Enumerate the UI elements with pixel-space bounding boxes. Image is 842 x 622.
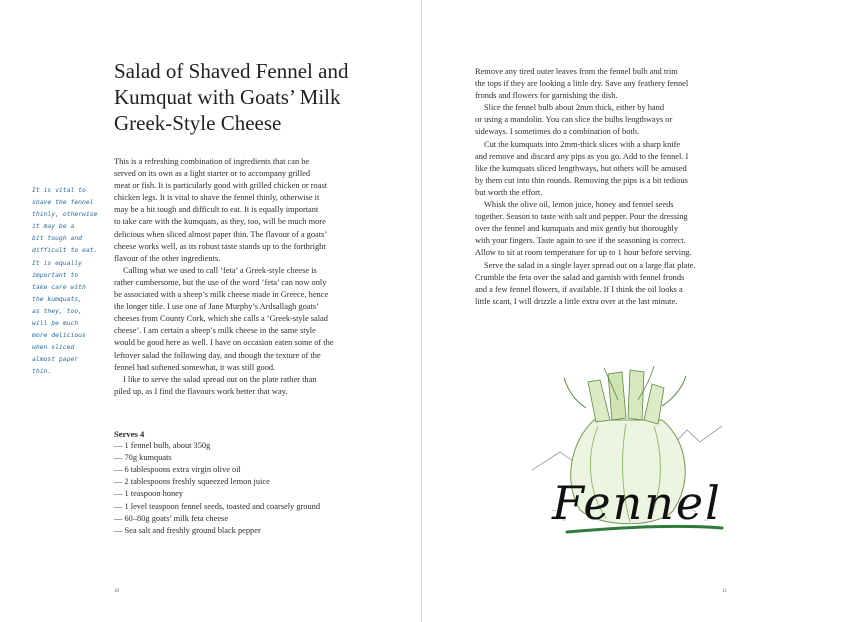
note-line: difficult to eat. [32,246,98,255]
method-step [475,139,747,199]
ingredient-item: — 60–80g goats’ milk feta cheese [114,513,229,523]
ingredient-item: — 1 fennel bulb, about 350g [114,441,211,451]
text-line: may be a bit tough and difficult to eat. It is equally important [114,205,319,215]
right-page [422,0,842,622]
recipe-method [475,66,747,308]
text-line: would be good here as well. I have on occasion eaten some of the [114,338,334,348]
recipe-title [114,58,384,136]
note-line: bit tough and [32,234,83,243]
serves-heading: Serves 4 [114,429,145,439]
ingredient-item: — 6 tablespoons extra virgin olive oil [114,465,241,475]
ingredient-list [114,440,366,537]
title-line: Salad of Shaved Fennel and [114,59,349,83]
note-line: almost paper [32,355,79,364]
method-step [475,66,747,102]
text-line: fronds and flowers for garnishing the dish. [475,91,618,101]
ingredient-item: — 70g kumquats [114,453,172,463]
text-line: cheese works well, as its robust taste stands up to the forthright [114,241,326,251]
note-line: It is equally [32,258,83,267]
note-line: thinly, otherwise [32,210,98,219]
serving-paragraph [114,374,366,398]
text-line: or using a mandolin. You can slice the bulbs lengthways or [475,115,673,125]
text-line: cheese’. I am certain a sheep’s milk cheese in the same style [114,326,316,336]
note-line: thin. [32,367,52,376]
ingredient-item: — 1 teaspoon honey [114,489,184,499]
page-number-left: 10 [114,589,119,594]
text-line: over the fennel and kumquats and mix gently but thoroughly [475,224,679,234]
text-line: Whisk the olive oil, lemon juice, honey and fennel seeds [484,200,674,210]
note-line: when sliced [32,343,75,352]
text-line: meat or fish. It is particularly good with grilled chicken or roast [114,181,328,191]
note-line: as they, too, [32,306,83,315]
title-line: Greek-Style Cheese [114,111,282,135]
text-line: like the kumquats sliced lengthways, but others will be amused [475,163,687,173]
method-step [475,102,747,138]
text-line: leftover salad the following day, and though the texture of the [114,350,321,360]
text-line: piled up, as I find the flavours work better that way. [114,386,288,396]
recipe-introduction [114,156,366,398]
text-line: Cut the kumquats into 2mm-thick slices with a sharp knife [484,139,681,149]
note-line: It is vital to [32,186,86,194]
note-line: the kumquats, [32,294,83,303]
marginal-handwritten-note [32,184,104,378]
text-line: Slice the fennel bulb about 2mm thick, either by hand [484,103,665,113]
text-line: be associated with a sheep’s milk cheese made in Greece, hence [114,290,329,300]
text-line: but worth the effort. [475,187,543,197]
method-step [475,260,747,308]
text-line: Serve the salad in a single layer spread out on a large flat plate. [484,260,696,270]
text-line: chicken legs. It is vital to shave the fennel thinly, otherwise it [114,193,320,203]
ingredients-section [114,428,366,537]
text-line: to take care with the kumquats, as they, too, will be much more [114,217,326,227]
feta-paragraph [114,265,366,374]
text-line: by them cut into thin rounds. Removing the pips is a bit tedious [475,175,688,185]
ingredient-item: — Sea salt and freshly ground black pepper [114,525,261,535]
text-line: flavour of the other ingredients. [114,253,221,263]
method-step [475,199,747,259]
title-line: Kumquat with Goats’ Milk [114,85,341,109]
note-line: will be much [32,319,79,328]
text-line: little scant, I will drizzle a little extra over at the last minute. [475,296,678,306]
text-line: served on its own as a light starter or to accompany grilled [114,169,311,179]
text-line: Remove any tired outer leaves from the fennel bulb and trim [475,67,678,76]
text-line: sideways. I sometimes do a combination of both. [475,127,639,137]
text-line: delicious when sliced almost paper thin. The flavour of a goats’ [114,229,328,239]
text-line: with your fingers. Taste again to see if the seasoning is correct. [475,236,686,246]
text-line: I like to serve the salad spread out on the plate rather than [123,374,317,384]
text-line: and remove and discard any pips as you go. Add to the fennel. I [475,151,689,161]
text-line: Calling what we used to call ‘feta’ a Greek-style cheese is [123,265,317,275]
text-line: fennel had softened somewhat, it was still good. [114,362,276,372]
text-line: and a few fennel flowers, if available. If I think the oil looks a [475,284,683,294]
text-line: cheeses from County Cork, which she calls a ‘Greek-style salad [114,314,328,324]
text-line: Crumble the feta over the salad and garnish with fennel fronds [475,272,685,282]
text-line: together. Season to taste with salt and pepper. Pour the dressing [475,212,688,222]
text-line: rather cumbersome, but the use of the word ‘feta’ can now only [114,277,327,287]
text-line: the tops if they are looking a little dry. Save any feathery fennel [475,79,689,89]
note-line: more delicious [32,331,86,340]
text-line: Allow to sit at room temperature for up to 1 hour before serving. [475,248,692,258]
note-line: important to [32,270,79,279]
text-line: the longer title. I use one of Jane Murphy’s Ardsallagh goats’ [114,302,319,312]
illustration-label: Fennel [552,476,722,530]
page-number-right: 11 [722,589,727,594]
text-line: This is a refreshing combination of ingredients that can be [114,157,310,166]
ingredient-item: — 2 tablespoons freshly squeezed lemon juice [114,477,270,487]
note-line: shave the fennel [32,198,94,207]
ingredient-item: — 1 level teaspoon fennel seeds, toasted and coarsely ground [114,501,321,511]
intro-paragraph [114,156,366,265]
note-line: it may be a [32,222,75,231]
note-line: take care with [32,282,86,291]
